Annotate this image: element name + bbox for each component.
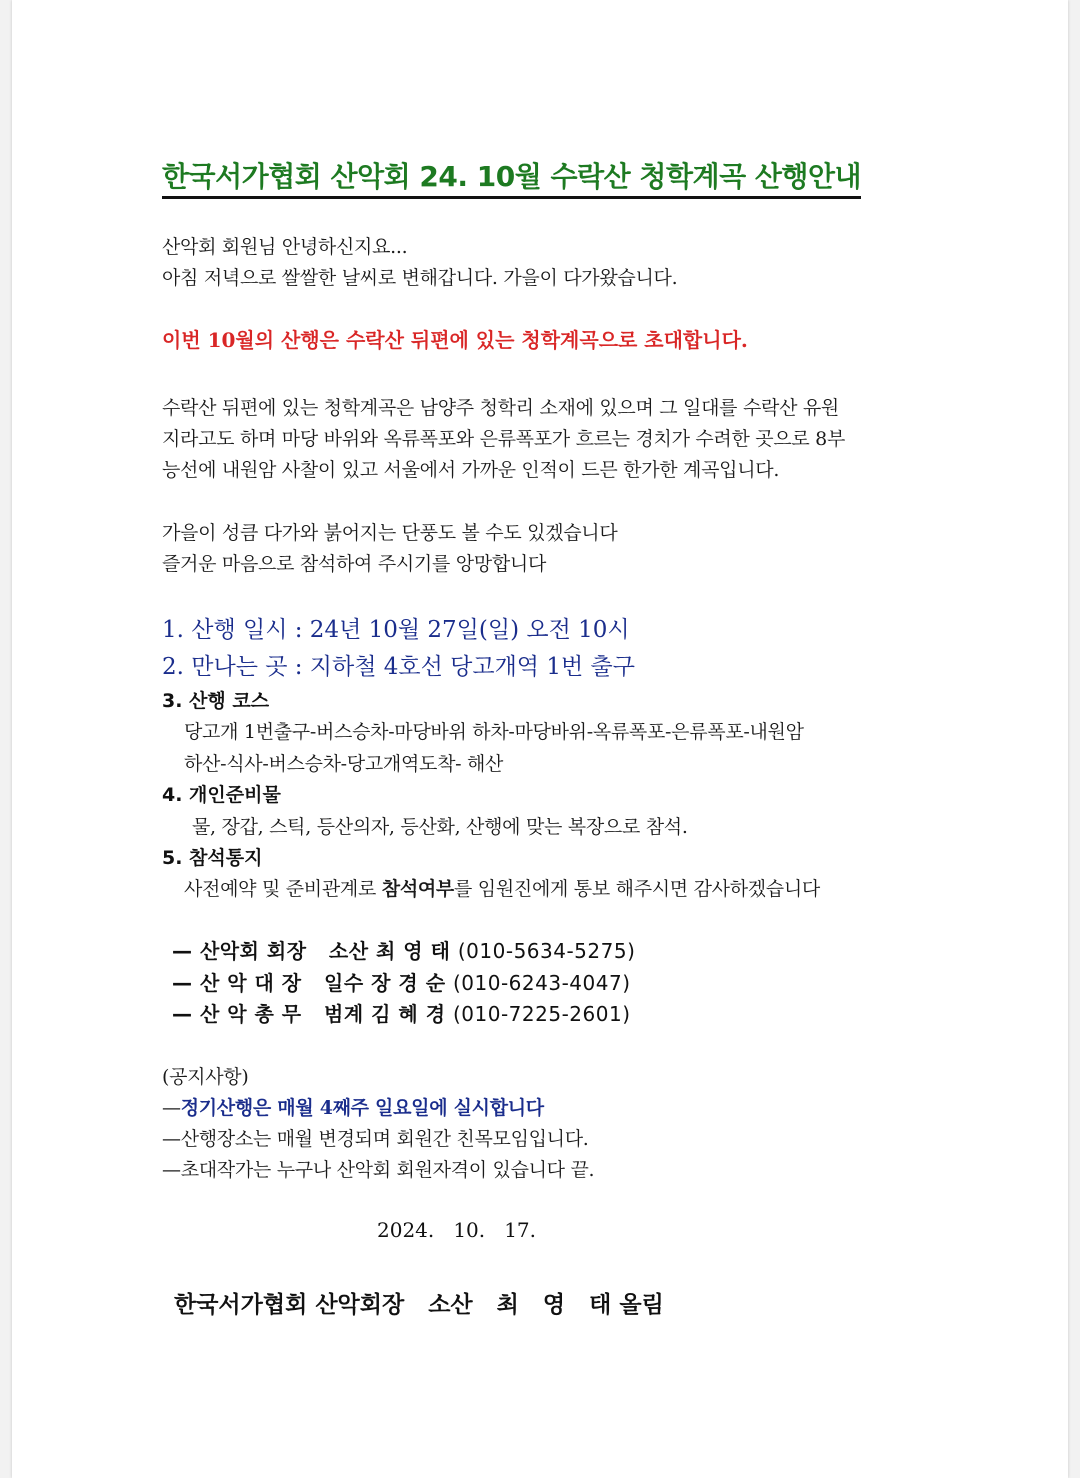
contact-phone: (010-7225-2601)	[452, 1002, 631, 1026]
document-date: 2024. 10. 17.	[377, 1218, 537, 1242]
contact-secretary	[172, 998, 631, 1027]
description-line-3: 능선에 내원암 사찰이 있고 서울에서 가까운 인적이 드믄 한가한 계곡입니다.	[162, 459, 780, 481]
contact-name: — 산 악 대 장 일수 장 경 순	[172, 971, 446, 995]
notice-regular-hike: 정기산행은 매월 4째주 일요일에 실시합니다	[180, 1097, 544, 1119]
autumn-line-2: 즐거운 마음으로 참석하여 주시기를 앙망합니다	[162, 553, 547, 575]
greeting-line-2: 아침 저녁으로 쌀쌀한 날씨로 변해갑니다. 가을이 다가왔습니다.	[162, 267, 678, 289]
rsvp-text-after: 를 임원진에게 통보 해주시면 감사하겠습니다	[453, 878, 820, 900]
description-line-1: 수락산 뒤편에 있는 청학계곡은 남양주 청학리 소재에 있으며 그 일대를 수락산 유원	[162, 397, 839, 419]
item-rsvp-line	[184, 874, 820, 901]
contact-name: — 산 악 총 무 범계 김 혜 경	[172, 1002, 446, 1026]
item-supplies-line: 물, 장갑, 스틱, 등산의자, 등산화, 산행에 맞는 복장으로 참석.	[192, 816, 688, 838]
invitation-line: 이번 10월의 산행은 수락산 뒤편에 있는 청학계곡으로 초대합니다.	[162, 328, 748, 352]
signature: 한국서가협회 산악회장 소산 최 영 태 올림	[174, 1292, 664, 1318]
notice-line-3: —초대작가는 누구나 산악회 회원자격이 있습니다 끝.	[162, 1159, 595, 1181]
item-supplies-heading: 4. 개인준비물	[162, 784, 281, 806]
document-page	[12, 0, 1068, 1478]
item-course-line-2: 하산-식사-버스승차-당고개역도착- 해산	[184, 753, 504, 775]
item-schedule: 1. 산행 일시 : 24년 10월 27일(일) 오전 10시	[162, 617, 630, 643]
item-course-line-1: 당고개 1번출구-버스승차-마당바위 하차-마당바위-옥류폭포-은류폭포-내원암	[184, 721, 804, 743]
notice-heading: (공지사항)	[162, 1066, 249, 1088]
notice-line-1	[162, 1093, 544, 1120]
autumn-line-1: 가을이 성큼 다가와 붉어지는 단풍도 볼 수도 있겠습니다	[162, 522, 618, 544]
item-course-heading: 3. 산행 코스	[162, 690, 270, 712]
contact-phone: (010-5634-5275)	[457, 939, 636, 963]
notice-dash: —	[162, 1097, 181, 1119]
item-rsvp-heading: 5. 참석통지	[162, 847, 263, 869]
page-title: 한국서가협회 산악회 24. 10월 수락산 청학계곡 산행안내	[162, 155, 861, 199]
contact-phone: (010-6243-4047)	[452, 971, 631, 995]
contact-leader	[172, 967, 631, 996]
contact-president	[172, 935, 635, 964]
notice-line-2: —산행장소는 매월 변경되며 회원간 친목모임입니다.	[162, 1128, 589, 1150]
rsvp-text-before: 사전예약 및 준비관계로	[184, 878, 382, 900]
item-meeting-place: 2. 만나는 곳 : 지하철 4호선 당고개역 1번 출구	[162, 654, 635, 680]
contact-name: — 산악회 회장 소산 최 영 태	[172, 939, 451, 963]
rsvp-text-bold: 참석여부	[381, 878, 454, 900]
description-line-2: 지라고도 하며 마당 바위와 옥류폭포와 은류폭포가 흐르는 경치가 수려한 곳으로 8부	[162, 428, 846, 450]
greeting-line-1: 산악회 회원님 안녕하신지요...	[162, 236, 408, 258]
